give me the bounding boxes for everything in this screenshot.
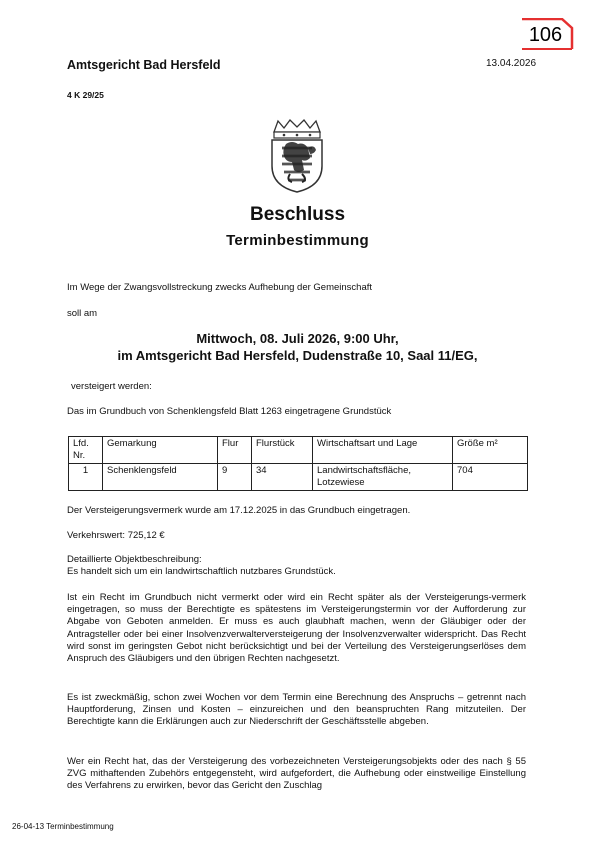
intro-text: Im Wege der Zwangsvollstreckung zwecks Aufhebung der Gemeinschaft bbox=[67, 282, 373, 293]
page-number-badge bbox=[522, 18, 574, 50]
page-number: 106 bbox=[528, 24, 563, 46]
table-header-row bbox=[69, 437, 528, 464]
appointment-location: im Amtsgericht Bad Hersfeld, Dudenstraße 10, Saal 11/EG, bbox=[117, 348, 478, 363]
table-header-cell: Flurstück bbox=[252, 437, 313, 464]
table-cell: 9 bbox=[218, 464, 252, 491]
table-header-cell: Wirtschaftsart und Lage bbox=[313, 437, 453, 464]
court-name: Amtsgericht Bad Hersfeld bbox=[67, 58, 221, 72]
table-cell: Schenklengsfeld bbox=[103, 464, 218, 491]
grundbuch-text: Das im Grundbuch von Schenklengsfeld Blatt 1263 eingetragene Grundstück bbox=[67, 406, 392, 417]
versteigert-text: versteigert werden: bbox=[71, 381, 152, 392]
table-row bbox=[69, 464, 528, 491]
table-header-cell: Lfd. Nr. bbox=[69, 437, 103, 464]
paragraph-rights: Ist ein Recht im Grundbuch nicht vermerkt oder wird ein Recht später als der Versteigerungs-vermerk eingetragen, so muss der Berechtigte es spätestens im Versteigerungstermin vor der Aufforderung zur Abgabe von Geboten anmelden. Er muss es auch glaubhaft machen, wenn der Gläubiger oder der Antragsteller oder bei einer Insolvenzverwalterversteigerung der Insolvenzverwalter widerspricht. Das Recht wird sonst im geringsten Gebot nicht berücksichtigt und bei der Verteilung des Versteigerungserlöses dem Anspruch des Gläubigers und den übrigen Rechten nachgesetzt. bbox=[67, 592, 526, 665]
property-table bbox=[68, 436, 528, 491]
table-header-cell: Gemarkung bbox=[103, 437, 218, 464]
object-description-label: Detaillierte Objektbeschreibung: bbox=[67, 554, 202, 565]
paragraph-claim: Es ist zweckmäßig, schon zwei Wochen vor dem Termin eine Berechnung des Anspruchs – getrennt nach Hauptforderung, Zinsen und Kosten – einzureichen und den beanspruchten Rang mitzuteilen. Der Berechtigte kann die Erklärungen auch zur Niederschrift der Geschäftsstelle abgeben. bbox=[67, 692, 526, 728]
document-date: 13.04.2026 bbox=[486, 58, 537, 69]
table-header-cell: Flur bbox=[218, 437, 252, 464]
table-cell: Landwirtschaftsfläche, Lotzewiese bbox=[313, 464, 453, 491]
object-description bbox=[67, 554, 336, 578]
document-subtitle: Terminbestimmung bbox=[226, 232, 369, 249]
table-cell: 1 bbox=[69, 464, 103, 491]
table-cell: 704 bbox=[453, 464, 528, 491]
table-header-cell: Größe m² bbox=[453, 437, 528, 464]
hesse-coat-of-arms-icon bbox=[268, 118, 326, 194]
table-cell: 34 bbox=[252, 464, 313, 491]
paragraph-objection: Wer ein Recht hat, das der Versteigerung des vorbezeichneten Versteigerungsobjekts oder des nach § 55 ZVG mithaftenden Zubehörs entgegensteht, wird aufgefordert, die Aufhebung oder einstweilige Einstellung des Verfahrens zu erwirken, bevor das Gericht den Zuschlag bbox=[67, 756, 526, 792]
object-description-text: Es handelt sich um ein landwirtschaftlich nutzbares Grundstück. bbox=[67, 566, 336, 577]
case-number: 4 K 29/25 bbox=[67, 90, 104, 100]
appointment-date: Mittwoch, 08. Juli 2026, 9:00 Uhr, bbox=[196, 331, 399, 346]
document-title: Beschluss bbox=[249, 204, 346, 225]
vermerk-text: Der Versteigerungsvermerk wurde am 17.12.2025 in das Grundbuch eingetragen. bbox=[67, 505, 411, 516]
footer-reference: 26-04-13 Terminbestimmung bbox=[12, 822, 114, 831]
soll-am-text: soll am bbox=[67, 308, 98, 319]
verkehrswert-text: Verkehrswert: 725,12 € bbox=[67, 530, 165, 541]
